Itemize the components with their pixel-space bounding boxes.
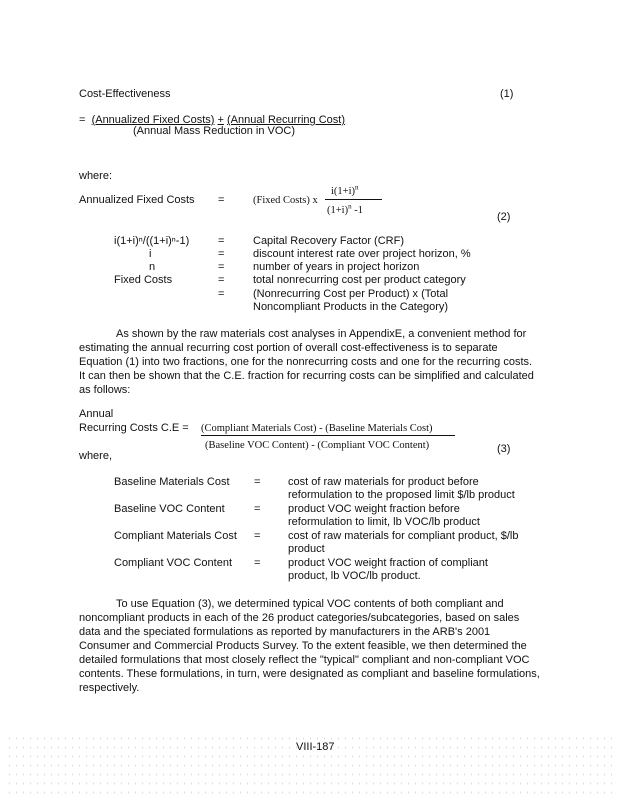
def-desc-nonrecurring-1: (Nonrecurring Cost per Product) x (Total <box>253 288 449 300</box>
def2-desc-compliant-materials-1: cost of raw materials for compliant product, $/lb <box>288 530 519 542</box>
def-term-i: i <box>149 248 152 260</box>
def-equals: = <box>218 288 225 300</box>
def2-desc-baseline-voc-2: reformulation to limit, lb VOC/lb product <box>288 516 480 528</box>
eq1-denominator: (Annual Mass Reduction in VOC) <box>133 125 296 137</box>
def2-desc-compliant-materials-2: product <box>288 543 325 555</box>
def-desc-nonrecurring-2: Noncompliant Products in the Category) <box>253 301 449 313</box>
def2-desc-compliant-voc-2: product, lb VOC/lb product. <box>288 570 421 582</box>
def2-term-compliant-materials: Compliant Materials Cost <box>114 530 237 542</box>
def2-desc-baseline-materials-2: reformulation to the proposed limit $/lb product <box>288 489 515 501</box>
section-title: Cost-Effectiveness <box>79 88 171 100</box>
where-label: where: <box>79 170 113 182</box>
def2-equals: = <box>254 476 261 488</box>
equation-number-2: (2) <box>497 211 511 223</box>
eq3-denominator: (Baseline VOC Content) - (Compliant VOC Content) <box>205 440 430 451</box>
def2-equals: = <box>254 530 261 542</box>
def2-term-baseline-voc: Baseline VOC Content <box>114 503 225 515</box>
def2-term-baseline-materials: Baseline Materials Cost <box>114 476 230 488</box>
eq2-fraction-line <box>325 199 382 200</box>
def-desc-n: number of years in project horizon <box>253 261 420 273</box>
page-number: VIII-187 <box>296 741 335 753</box>
eq3-fraction-line <box>201 435 455 436</box>
def2-desc-compliant-voc-1: product VOC weight fraction of compliant <box>288 557 488 569</box>
def-equals: = <box>218 235 225 247</box>
eq2-label: Annualized Fixed Costs <box>79 194 195 206</box>
eq3-label-line2: Recurring Costs C.E = <box>79 422 189 434</box>
eq1-equals: = <box>79 114 86 126</box>
def-equals: = <box>218 248 225 260</box>
def2-equals: = <box>254 503 261 515</box>
def2-term-compliant-voc: Compliant VOC Content <box>114 557 232 569</box>
def-desc-crf: Capital Recovery Factor (CRF) <box>253 235 404 247</box>
equation-number-1: (1) <box>500 88 514 100</box>
eq1-numerator-a: (Annualized Fixed Costs) <box>91 114 215 126</box>
def2-desc-baseline-materials-1: cost of raw materials for product before <box>288 476 479 488</box>
eq3-where: where, <box>79 450 113 462</box>
def-desc-fixed-costs: total nonrecurring cost per product category <box>253 274 466 286</box>
def2-equals: = <box>254 557 261 569</box>
eq1-plus: + <box>217 114 224 126</box>
def2-desc-baseline-voc-1: product VOC weight fraction before <box>288 503 460 515</box>
equation-number-3: (3) <box>497 443 511 455</box>
def-term-n: n <box>149 261 156 273</box>
def-desc-i: discount interest rate over project horizon, % <box>253 248 471 260</box>
eq1-numerator-b: (Annual Recurring Cost) <box>227 114 346 126</box>
eq3-label-line1: Annual <box>79 408 114 420</box>
eq2-denominator: $(1+i)^n$ -1 <box>327 202 363 216</box>
def-term-crf: i(1+i)ⁿ/((1+i)ⁿ-1) <box>114 235 190 247</box>
paragraph-2: To use Equation (3), we determined typical VOC contents of both compliant and noncompliant products in each of the 26 product categories/subcategories, based on sales data and the speciated formulations as reported by manufacturers in the ARB's 2001 Consumer and Commercial Products Survey. To the extent feasible, we then determined the detailed formulations that most closely reflect the "typical" compliant and non-compliant VOC contents. These formulations, in turn, were designated as compliant and baseline formulations, respectively. <box>79 598 540 694</box>
def-equals: = <box>218 261 225 273</box>
def-term-fixed-costs: Fixed Costs <box>114 274 173 286</box>
eq2-equals: = <box>218 194 225 206</box>
eq2-numerator: $i(1+i)^n$ <box>331 183 359 197</box>
eq2-factor: (Fixed Costs) x <box>253 195 318 206</box>
paragraph-1: As shown by the raw materials cost analyses in AppendixE, a convenient method for estimating the annual recurring cost portion of overall cost-effectiveness is to separate Equation (1) into two fractions, one for the nonrecurring costs and one for the recurring costs. It can then be shown that the C.E. fraction for recurring costs can be simplified and calculated as follows: <box>79 328 534 396</box>
eq3-numerator: (Compliant Materials Cost) - (Baseline Materials Cost) <box>201 423 433 434</box>
def-equals: = <box>218 274 225 286</box>
